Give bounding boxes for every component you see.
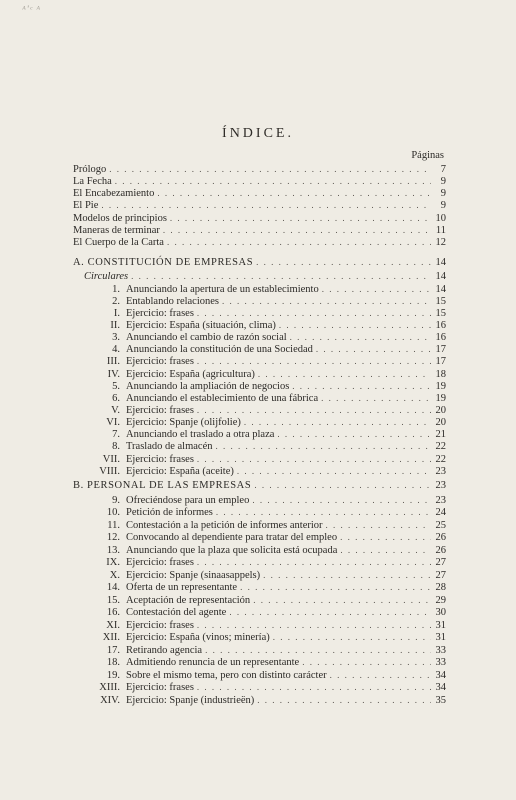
dot-leader: [216, 440, 431, 453]
entry-number: II.: [110, 319, 120, 331]
toc-entry: [73, 163, 446, 176]
dot-leader: [321, 392, 431, 405]
entry-page: 11: [435, 224, 446, 236]
entry-number: 2.: [112, 295, 120, 307]
toc-entry: [73, 440, 446, 453]
entry-label: Ejercicio: frases: [126, 405, 194, 416]
entry-page: 19: [435, 380, 446, 392]
toc-entry: [73, 581, 446, 594]
dot-leader: [244, 416, 431, 429]
dot-leader: [340, 544, 431, 557]
dot-leader: [316, 343, 431, 356]
entry-page: 30: [435, 607, 446, 618]
dot-leader: [205, 644, 431, 657]
toc-entry: [73, 569, 446, 582]
entry-label: Anunciando el cambio de razón social: [126, 332, 287, 344]
entry-number: 14.: [106, 582, 120, 593]
entry-number: 6.: [112, 392, 120, 404]
entry-page: 31: [435, 632, 446, 643]
dot-leader: [253, 594, 431, 607]
entry-label: Modelos de principios: [73, 212, 167, 224]
entry-label: Anunciando el establecimiento de una fábrica: [126, 392, 319, 404]
dot-leader: [131, 270, 431, 283]
entry-number: VI.: [106, 417, 120, 429]
dot-leader: [279, 319, 431, 332]
toc-entry: [73, 283, 446, 296]
entry-label: Oferta de un representante: [126, 582, 238, 593]
entry-label: Anunciando la ampliación de negocios: [126, 380, 290, 392]
entry-label: Ejercicio: Spanje (industrieën): [126, 694, 255, 706]
toc-entry: [73, 656, 446, 669]
entry-label: Aceptación de representación: [126, 594, 251, 606]
toc-entry: [73, 556, 446, 569]
entry-page: 35: [435, 694, 446, 706]
entry-number: 4.: [112, 344, 120, 356]
dot-leader: [258, 368, 431, 381]
dot-leader: [197, 556, 431, 569]
entry-label: Anunciando que la plaza que solicita está ocupada: [126, 544, 338, 556]
toc-entry: [73, 295, 446, 308]
dot-leader: [167, 236, 431, 249]
entry-page: 23: [435, 494, 446, 506]
toc-entry: [73, 519, 446, 532]
entry-number: 16.: [106, 607, 120, 618]
entry-page: 22: [435, 441, 446, 453]
entry-label: Anunciando el traslado a otra plaza: [126, 429, 275, 441]
entry-number: 10.: [106, 507, 120, 518]
dot-leader: [222, 295, 431, 308]
dot-leader: [277, 428, 431, 441]
entry-page: 26: [435, 532, 446, 543]
toc-entry: [73, 644, 446, 657]
toc-entry: [73, 631, 446, 644]
entry-label: Ejercicio: España (agricultura): [126, 368, 255, 380]
entry-label: Ejercicio: España (vinos; minería): [126, 632, 270, 643]
dot-leader: [115, 175, 431, 188]
paginas-header: Páginas: [411, 150, 444, 161]
entry-number: 1.: [112, 283, 120, 295]
entry-page: 15: [435, 295, 446, 307]
entry-page: 17: [435, 344, 446, 356]
dot-leader: [292, 380, 431, 393]
entry-page: 22: [435, 453, 446, 465]
dot-leader: [326, 519, 431, 532]
entry-label: Admitiendo renuncia de un representante: [126, 657, 300, 668]
dot-leader: [254, 479, 431, 492]
entry-page: 19: [435, 392, 446, 404]
entry-label: Ejercicio: Spanje (sinaasappels): [126, 569, 261, 581]
entry-page: 9: [440, 200, 446, 212]
entry-page: 9: [440, 188, 446, 200]
entry-label: Contestación del agente: [126, 607, 227, 618]
entry-label: Petición de informes: [126, 507, 213, 518]
entry-number: V.: [111, 405, 120, 416]
entry-label: Entablando relaciones: [126, 295, 220, 307]
entry-label: Ejercicio: España (situación, clima): [126, 319, 276, 331]
entry-page: 33: [435, 644, 446, 656]
entry-number: 9.: [112, 494, 120, 506]
entry-page: 34: [435, 669, 446, 681]
entry-label: Anunciando la constitución de una Sociedad: [126, 344, 313, 356]
entry-page: 20: [435, 405, 446, 416]
toc-entry: [73, 175, 446, 188]
entry-label: Ejercicio: frases: [126, 307, 194, 319]
toc-entry: [73, 416, 446, 429]
dot-leader: [256, 256, 431, 269]
toc-entry: [73, 270, 446, 283]
dot-leader: [197, 404, 431, 417]
entry-number: 12.: [106, 532, 120, 543]
entry-label: Ofreciéndose para un empleo: [126, 494, 250, 506]
toc-entry: [73, 494, 446, 507]
entry-number: X.: [109, 569, 120, 581]
entry-number: 7.: [112, 429, 120, 441]
entry-number: 11.: [107, 519, 120, 531]
entry-label: Prólogo: [73, 164, 107, 175]
entry-number: 8.: [112, 441, 120, 453]
entry-label: Ejercicio: Spanje (olijfolie): [126, 417, 241, 429]
entry-page: 33: [435, 657, 446, 668]
entry-number: XIII.: [99, 682, 120, 693]
entry-page: 7: [440, 164, 446, 175]
dot-leader: [170, 212, 431, 225]
toc-entry: [73, 236, 446, 249]
dot-leader: [263, 569, 431, 582]
dot-leader: [240, 581, 431, 594]
entry-page: 27: [435, 557, 446, 568]
toc-entry: [73, 465, 446, 478]
entry-page: 16: [435, 332, 446, 344]
toc-entry: [73, 224, 446, 237]
entry-page: 10: [435, 212, 446, 224]
dot-leader: [257, 694, 431, 707]
entry-label: El Pie: [73, 200, 99, 212]
entry-page: 15: [435, 307, 446, 319]
toc-entry: [73, 319, 446, 332]
entry-label: Sobre el mismo tema, pero con distinto carácter: [126, 669, 327, 681]
entry-number: VII.: [102, 453, 120, 465]
toc-entry: [73, 404, 446, 417]
entry-page: 20: [435, 417, 446, 429]
page-title: ÍNDICE.: [222, 126, 294, 141]
entry-page: 14: [435, 283, 446, 295]
dot-leader: [330, 669, 431, 682]
dot-leader: [197, 355, 431, 368]
entry-page: 25: [435, 519, 446, 531]
toc-entry: [73, 428, 446, 441]
dot-leader: [109, 163, 431, 176]
toc-entry: [73, 544, 446, 557]
dot-leader: [101, 199, 431, 212]
entry-label: Ejercicio: frases: [126, 557, 194, 568]
dot-leader: [273, 631, 431, 644]
entry-page: 16: [435, 319, 446, 331]
dot-leader: [163, 224, 431, 237]
dot-leader: [229, 606, 431, 619]
toc-entry: [73, 331, 446, 344]
entry-page: 29: [435, 594, 446, 606]
entry-label: Ejercicio: España (aceite): [126, 465, 234, 477]
entry-page: 26: [435, 544, 446, 556]
entry-number: 18.: [106, 657, 120, 668]
toc-entry: [73, 368, 446, 381]
dot-leader: [197, 681, 431, 694]
toc-entry: [73, 343, 446, 356]
toc-entry: [73, 619, 446, 632]
entry-page: 24: [435, 507, 446, 518]
dot-leader: [216, 506, 431, 519]
dot-leader: [197, 453, 431, 466]
entry-label: Convocando al dependiente para tratar del empleo: [126, 532, 338, 543]
entry-label: El Cuerpo de la Carta: [73, 236, 164, 248]
entry-label: Ejercicio: frases: [126, 682, 194, 693]
entry-number: 5.: [112, 380, 120, 392]
entry-label: La Fecha: [73, 176, 112, 188]
toc-entry: [73, 453, 446, 466]
dot-leader: [302, 656, 431, 669]
dot-leader: [237, 465, 431, 478]
entry-number: VIII.: [99, 465, 120, 477]
entry-number: III.: [106, 356, 120, 368]
entry-page: 12: [435, 236, 446, 248]
toc-entry: [73, 694, 446, 707]
entry-number: I.: [113, 307, 120, 319]
toc-entry: [73, 380, 446, 393]
toc-entry: [73, 392, 446, 405]
entry-page: 9: [440, 176, 446, 188]
toc-entry: [73, 669, 446, 682]
pencil-annotation: ᴬ'ᶜ ᴬ: [22, 4, 42, 14]
toc-entry: [73, 355, 446, 368]
entry-number: XII.: [102, 632, 120, 643]
entry-label: Anunciando la apertura de un establecimiento: [126, 283, 319, 295]
toc-entry: [73, 307, 446, 320]
entry-label: El Encabezamiento: [73, 188, 155, 200]
dot-leader: [197, 307, 431, 320]
entry-label: Circulares: [84, 271, 129, 282]
dot-leader: [157, 187, 431, 200]
dot-leader: [290, 331, 431, 344]
entry-page: 27: [435, 569, 446, 581]
dot-leader: [252, 494, 431, 507]
entry-number: 19.: [106, 669, 120, 681]
entry-page: 34: [435, 682, 446, 693]
toc-entry: [73, 594, 446, 607]
entry-number: 17.: [106, 644, 120, 656]
toc-entry: [73, 681, 446, 694]
entry-page: 28: [435, 582, 446, 593]
dot-leader: [340, 531, 431, 544]
entry-page: 21: [435, 429, 446, 441]
toc-entry: [73, 212, 446, 225]
entry-label: A. CONSTITUCIÓN DE EMPRESAS: [73, 257, 254, 268]
entry-label: B. PERSONAL DE LAS EMPRESAS: [73, 480, 252, 491]
entry-page: 18: [435, 368, 446, 380]
entry-page: 23: [435, 480, 446, 491]
entry-page: 14: [435, 271, 446, 282]
toc-entry: [73, 479, 446, 492]
toc-entry: [73, 506, 446, 519]
dot-leader: [197, 619, 431, 632]
entry-number: IX.: [106, 557, 120, 568]
entry-label: Traslado de almacén: [126, 441, 213, 453]
entry-label: Contestación a la petición de informes anterior: [126, 519, 323, 531]
entry-page: 31: [435, 619, 446, 631]
entry-label: Maneras de terminar: [73, 224, 160, 236]
entry-number: 15.: [106, 594, 120, 606]
entry-number: XIV.: [100, 694, 120, 706]
toc-entry: [73, 187, 446, 200]
dot-leader: [322, 283, 431, 296]
entry-page: 23: [435, 465, 446, 477]
entry-label: Ejercicio: frases: [126, 453, 194, 465]
entry-number: IV.: [107, 368, 120, 380]
toc-entry: [73, 256, 446, 269]
entry-number: XI.: [106, 619, 120, 631]
entry-page: 14: [435, 257, 446, 268]
entry-number: 13.: [106, 544, 120, 556]
toc-entry: [73, 199, 446, 212]
entry-label: Ejercicio: frases: [126, 356, 194, 368]
entry-label: Ejercicio: frases: [126, 619, 194, 631]
entry-number: 3.: [112, 332, 120, 344]
toc-entry: [73, 531, 446, 544]
toc-entry: [73, 606, 446, 619]
entry-label: Retirando agencia: [126, 644, 203, 656]
entry-page: 17: [435, 356, 446, 368]
